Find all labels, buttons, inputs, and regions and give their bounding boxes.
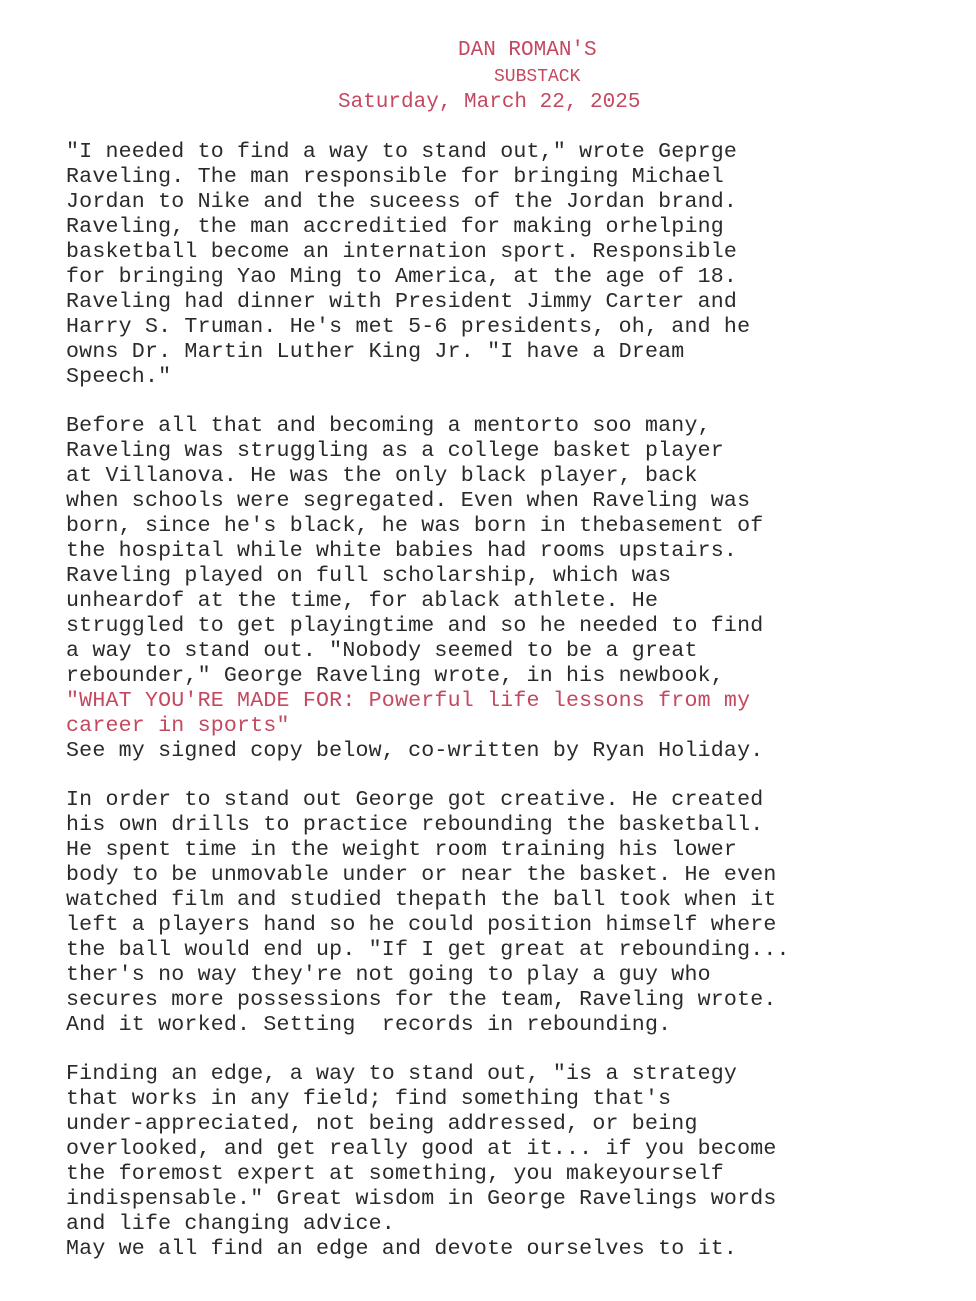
text-line: struggled to get playingtime and so he needed to find (66, 614, 764, 638)
text-line: Raveling had dinner with President Jimmy Carter and (66, 290, 738, 314)
text-line: Finding an edge, a way to stand out, "is a strategy (66, 1062, 738, 1086)
text-line: unheardof at the time, for ablack athlete. He (66, 589, 659, 613)
text-line: basketball become an internation sport. Responsible (66, 240, 738, 264)
text-line: Raveling was struggling as a college basket player (66, 439, 724, 463)
text-line: owns Dr. Martin Luther King Jr. "I have a Dream (66, 340, 685, 364)
text-line: body to be unmovable under or near the basket. He even (66, 863, 777, 887)
text-line: In order to stand out George got creative. He created (66, 788, 764, 812)
text-line: See my signed copy below, co-written by Ryan Holiday. (66, 739, 764, 763)
text-line: overlooked, and get really good at it... if you become (66, 1137, 777, 1161)
text-line: Raveling played on full scholarship, which was (66, 564, 672, 588)
text-line: under-appreciated, not being addressed, or being (66, 1112, 698, 1136)
text-line: Jordan to Nike and the suceess of the Jordan brand. (66, 190, 738, 214)
paragraph-4 (66, 1062, 946, 1262)
text-line: rebounder," George Raveling wrote, in his newbook, (66, 664, 724, 688)
text-line: the foremost expert at something, you makeyourself (66, 1162, 724, 1186)
text-line: Harry S. Truman. He's met 5-6 presidents, oh, and he (66, 315, 751, 339)
letter-body (66, 140, 946, 1286)
author-name: DAN ROMAN'S (458, 39, 597, 62)
text-line: born, since he's black, he was born in thebasement of (66, 514, 764, 538)
text-line: He spent time in the weight room training his lower (66, 838, 738, 862)
paragraph-1 (66, 140, 946, 390)
text-line: for bringing Yao Ming to America, at the age of 18. (66, 265, 738, 289)
paragraph-2 (66, 414, 946, 764)
text-line: his own drills to practice rebounding the basketball. (66, 813, 764, 837)
text-line: and life changing advice. (66, 1212, 395, 1236)
text-line: watched film and studied thepath the ball took when it (66, 888, 777, 912)
text-line: secures more possessions for the team, Raveling wrote. (66, 988, 777, 1012)
text-line: And it worked. Setting records in rebounding. (66, 1013, 672, 1037)
text-line: Raveling, the man accreditied for making orhelping (66, 215, 724, 239)
book-title-line: "WHAT YOU'RE MADE FOR: Powerful life lessons from my (66, 689, 751, 713)
text-line: the hospital while white babies had rooms upstairs. (66, 539, 738, 563)
date-line: Saturday, March 22, 2025 (338, 91, 641, 114)
text-line: "I needed to find a way to stand out," wrote Geprge (66, 140, 738, 164)
publication-name: SUBSTACK (494, 67, 581, 87)
text-line: a way to stand out. "Nobody seemed to be a great (66, 639, 698, 663)
text-line: at Villanova. He was the only black player, back (66, 464, 698, 488)
text-line: ther's no way they're not going to play a guy who (66, 963, 711, 987)
book-title-line: career in sports" (66, 714, 290, 738)
text-line: left a players hand so he could position himself where (66, 913, 777, 937)
text-line: Speech." (66, 365, 172, 389)
text-line: indispensable." Great wisdom in George Ravelings words (66, 1187, 777, 1211)
text-line: May we all find an edge and devote ourselves to it. (66, 1237, 738, 1261)
text-line: Before all that and becoming a mentorto soo many, (66, 414, 711, 438)
paragraph-3 (66, 788, 946, 1038)
text-line: Raveling. The man responsible for bringing Michael (66, 165, 724, 189)
text-line: the ball would end up. "If I get great at rebounding... (66, 938, 790, 962)
text-line: when schools were segregated. Even when Raveling was (66, 489, 751, 513)
text-line: that works in any field; find something that's (66, 1087, 672, 1111)
